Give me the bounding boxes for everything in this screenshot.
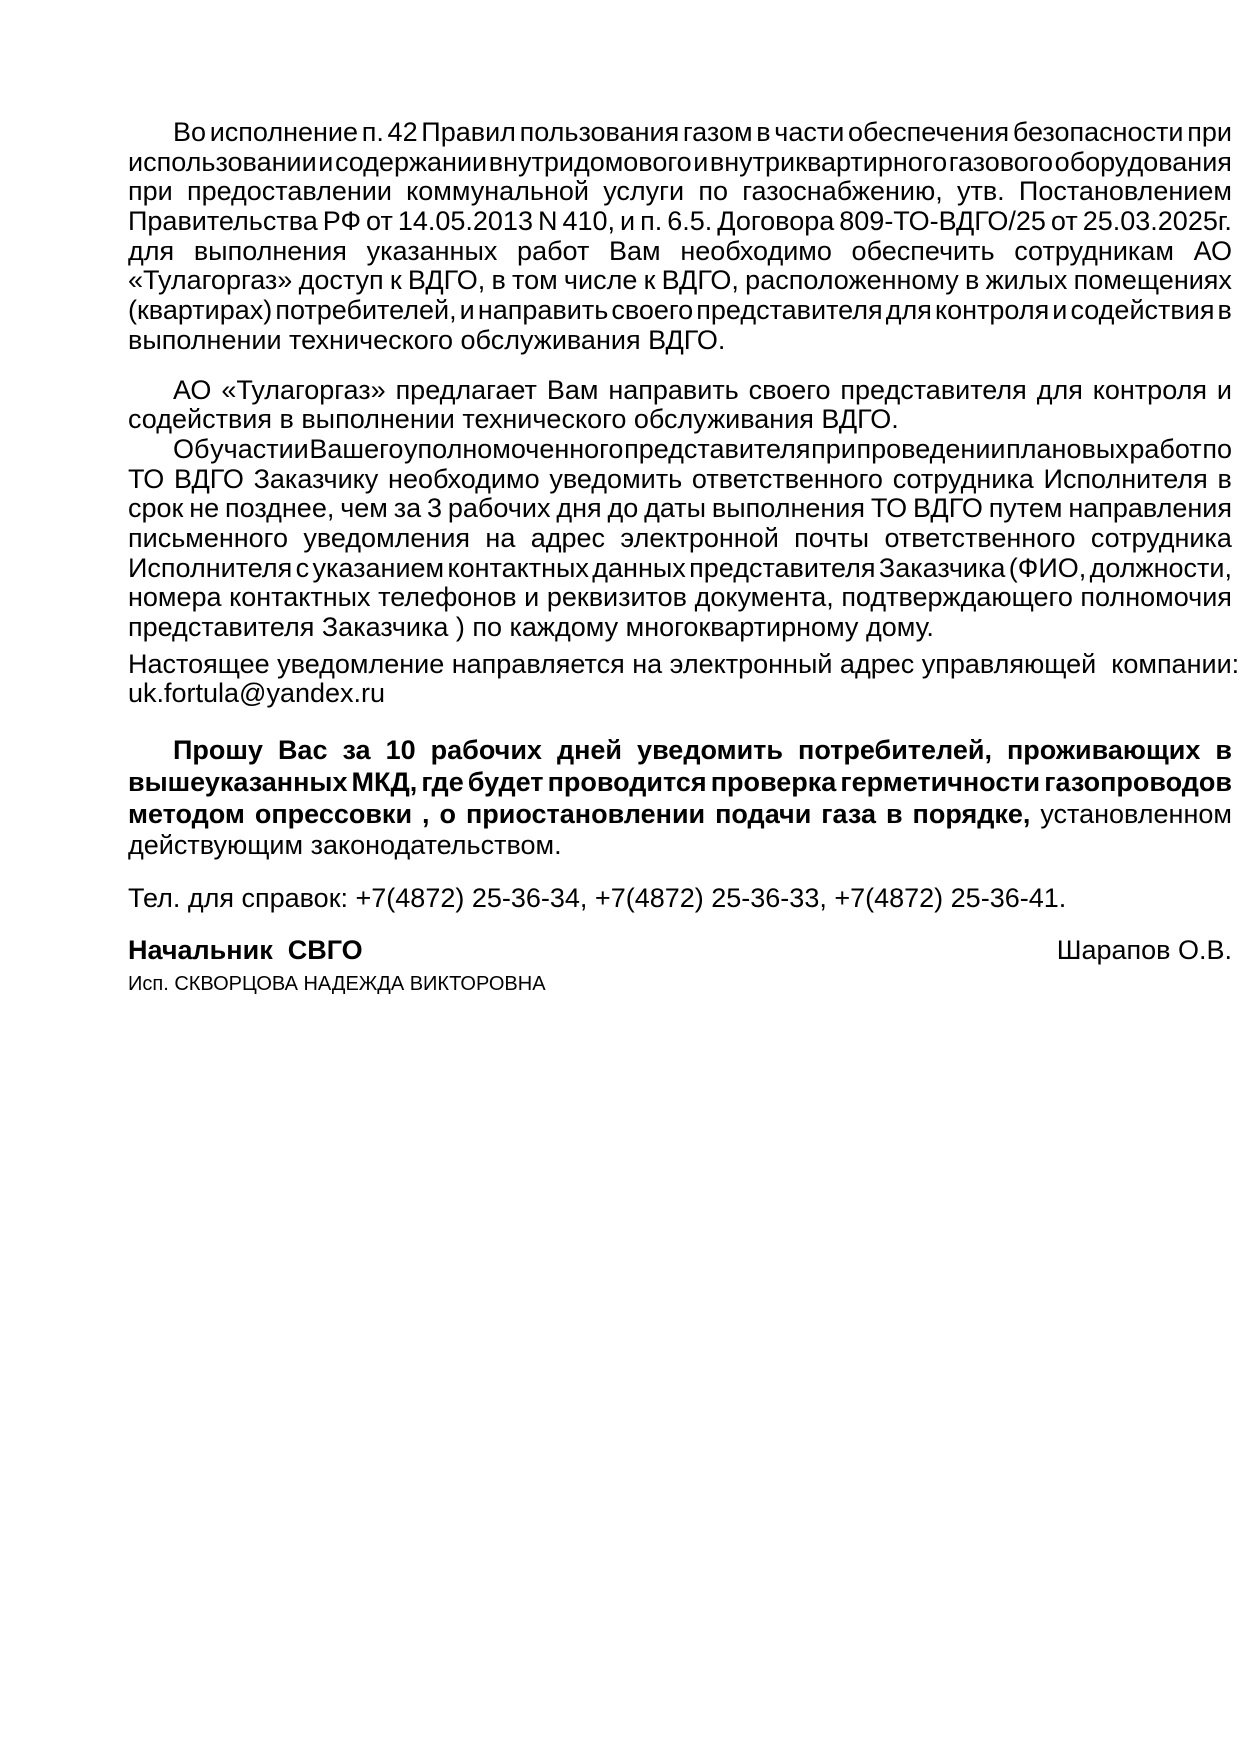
text-line (128, 148, 1232, 178)
text-run: представителя (696, 295, 883, 326)
text-run: жилых (985, 265, 1068, 296)
text-run: от (1050, 206, 1078, 237)
text-run: контактных (447, 552, 589, 583)
text-run: предлагает (395, 374, 537, 405)
text-run: должности, (1089, 552, 1232, 583)
text-run: по (698, 176, 728, 207)
text-run: и (459, 295, 475, 326)
para-legal-basis (128, 118, 1232, 356)
text-run: документа, (694, 582, 834, 613)
text-run: 3 (426, 493, 443, 524)
text-line (128, 465, 1232, 495)
text-run: п. (361, 117, 384, 147)
text-run: выполнения (711, 493, 866, 524)
text-run: при (811, 433, 856, 464)
text-run: Тел. для справок: +7(4872) 25-36-34, +7(4872) 25-36-33, +7(4872) 25-36-41. (128, 883, 1067, 914)
signature-title: Начальник СВГО (128, 934, 363, 965)
text-run: от (366, 206, 393, 237)
text-run: реквизитов (546, 582, 687, 613)
text-run: Настоящее уведомление направляется на электронный адрес управляющей компании: (128, 648, 1240, 679)
text-run: АО (173, 374, 212, 405)
text-run: данных (592, 552, 686, 583)
text-run: Об (173, 433, 210, 464)
text-run: почты (794, 522, 870, 553)
text-run: работ (517, 235, 590, 266)
text-run: вышеуказанных (128, 766, 348, 797)
text-run: использовании (128, 146, 317, 177)
text-run: герметичности (840, 766, 1041, 797)
text-run: внутриквартирного (709, 146, 948, 177)
text-run: для (885, 295, 932, 326)
text-run: потребителей, (798, 735, 992, 766)
text-run: работ (1129, 433, 1202, 464)
text-run: при (1187, 117, 1232, 147)
text-line (128, 767, 1232, 799)
text-run: , (422, 798, 430, 829)
text-line (128, 266, 1232, 296)
signature-name: Шарапов О.В. (1056, 934, 1232, 965)
text-run: номера (128, 582, 222, 613)
text-run: числе (563, 265, 638, 296)
text-line (128, 118, 1232, 148)
text-line (128, 613, 1232, 643)
text-run: представителя Заказчика ) по каждому многоквартирному дому. (128, 612, 934, 642)
text-run: на (485, 522, 516, 553)
text-run: плановых (1006, 433, 1129, 464)
text-run: Вам (609, 235, 661, 266)
text-run: направления (1068, 493, 1232, 524)
para-notification-procedure (128, 435, 1232, 643)
text-run: будет (467, 766, 544, 797)
executor-line: Исп. СКВОРЦОВА НАДЕЖДА ВИКТОРОВНА (128, 972, 546, 995)
text-run: контроля (934, 295, 1050, 326)
text-line (128, 207, 1232, 237)
text-run: срок (128, 493, 184, 524)
text-run: РФ (322, 206, 362, 237)
text-run: установленном (1040, 798, 1232, 829)
text-run: методом (128, 798, 245, 829)
text-run: контроля (1092, 374, 1207, 405)
para-offer (128, 376, 1232, 435)
text-run: Договора (717, 206, 835, 237)
text-run: участии (210, 433, 309, 464)
text-run: необходимо (680, 235, 832, 266)
text-run: указанных (366, 235, 498, 266)
text-run: своего (611, 295, 694, 326)
paragraphs-container (128, 117, 1240, 914)
text-line (128, 830, 1232, 862)
text-run: к (389, 265, 402, 296)
text-line (128, 376, 1232, 406)
text-line (128, 648, 1240, 680)
text-run: даты (644, 493, 707, 524)
text-run: опрессовки (254, 798, 413, 829)
text-run: не (189, 493, 220, 524)
text-run: проживающих (1006, 735, 1201, 766)
text-run: 14.05.2013 (397, 206, 533, 237)
text-run: выполнения (193, 235, 347, 266)
text-run: содержании (334, 146, 488, 177)
text-line (128, 524, 1232, 554)
text-run: и (1052, 295, 1068, 326)
text-run: необходимо (388, 463, 540, 494)
text-run: проведении (856, 433, 1006, 464)
text-run: потребителей, (275, 295, 457, 326)
text-run: подтверждающего (841, 582, 1073, 613)
text-run: телефонов (378, 582, 517, 613)
text-run: п. (640, 206, 663, 237)
text-run: сотрудникам (1014, 235, 1174, 266)
text-run: Правительства (128, 206, 318, 237)
text-run: части (774, 117, 845, 147)
text-run: газового (948, 146, 1054, 177)
text-run: ВДГО (174, 463, 244, 494)
text-run: в (1215, 735, 1232, 766)
text-run: Правил (421, 117, 516, 147)
text-line (128, 554, 1232, 584)
text-run: безопасности (1012, 117, 1184, 147)
text-run: проводится (547, 766, 707, 797)
text-run: МКД, (351, 766, 418, 797)
text-run: представителя (840, 374, 1027, 405)
text-run: путем (988, 493, 1063, 524)
text-run: 42 (387, 117, 418, 147)
text-run: направить (477, 295, 609, 326)
text-line (128, 326, 1232, 356)
text-run: пользования (519, 117, 680, 147)
text-line (128, 799, 1232, 831)
document-body (128, 117, 1240, 997)
text-run: внутридомового (488, 146, 692, 177)
text-run: Заказчику (253, 463, 379, 494)
text-run: подачи (715, 798, 812, 829)
text-run: газоснабжению, (742, 176, 943, 207)
text-run: помещениях (1073, 265, 1232, 296)
text-run: своего (748, 374, 831, 405)
text-run: порядке, (912, 798, 1031, 829)
text-run: утв. (956, 176, 1005, 207)
text-run: для (128, 235, 175, 266)
text-run: Исполнителя (128, 552, 293, 583)
text-run: том (512, 265, 558, 296)
text-run: уведомить (549, 463, 683, 494)
text-run: чем (340, 493, 388, 524)
text-run: Вам (546, 374, 599, 405)
text-run: где (421, 766, 464, 797)
para-request-bold (128, 735, 1232, 862)
text-run: контактных (229, 582, 371, 613)
text-run: Вашего (309, 433, 404, 464)
text-run: «Тулагоргаз» (221, 374, 386, 405)
text-run: Во (173, 117, 207, 147)
text-line (128, 435, 1232, 465)
text-run: письменного (128, 522, 288, 553)
text-line (128, 177, 1232, 207)
text-run: ВДГО, (661, 265, 739, 296)
text-run: представителя (689, 552, 876, 583)
text-run: (квартирах) (128, 295, 273, 326)
text-run: дней (556, 735, 623, 766)
text-run: в (1217, 463, 1232, 494)
text-line (128, 884, 1232, 914)
text-run: ТО (870, 493, 908, 524)
text-run: исполнение (209, 117, 359, 147)
text-run: в (885, 798, 903, 829)
text-run: в (965, 265, 980, 296)
text-run: и (524, 582, 540, 613)
text-run: в (756, 117, 771, 147)
text-run: АО (1193, 235, 1232, 266)
text-run: N (537, 206, 558, 237)
text-run: приостановлении (465, 798, 706, 829)
text-run: для (1036, 374, 1083, 405)
text-run: газа (821, 798, 876, 829)
text-run: рабочих (447, 493, 551, 524)
text-run: Прошу (173, 735, 263, 766)
text-run: полномочия (1080, 582, 1232, 613)
text-run: за (342, 735, 371, 766)
text-run: содействия в выполнении технического обслуживания ВДГО. (128, 404, 899, 435)
text-run: направить (608, 374, 739, 405)
text-run: и (620, 206, 636, 237)
text-run: ответственного (691, 463, 883, 494)
text-run: uk.fortula@yandex.ru (128, 678, 386, 709)
text-run: 6.5. (667, 206, 713, 237)
text-run: Исполнителя (1043, 463, 1208, 494)
text-run: газопроводов (1044, 766, 1232, 797)
text-run: доступ (298, 265, 384, 296)
text-run: с (295, 552, 310, 583)
text-run: 809-ТО-ВДГО/25 (839, 206, 1046, 237)
text-line (128, 583, 1232, 613)
text-line (128, 237, 1232, 267)
text-run: представителя (624, 433, 811, 464)
text-run: и (1216, 374, 1232, 405)
text-run: предоставлении (186, 176, 392, 207)
text-run: и (318, 146, 334, 177)
text-line (128, 679, 1232, 709)
text-run: ТО (128, 463, 165, 494)
para-phones (128, 884, 1232, 914)
text-line (128, 296, 1232, 326)
text-run: по (1202, 433, 1232, 464)
text-run: коммунальной (406, 176, 589, 207)
text-line (128, 405, 1232, 435)
text-run: при (128, 176, 173, 207)
text-run: уведомить (637, 735, 783, 766)
text-line (128, 735, 1232, 767)
text-run: 410, (562, 206, 616, 237)
text-run: ВДГО, (407, 265, 486, 296)
text-run: 25.03.2025г. (1082, 206, 1232, 237)
text-run: позднее, (225, 493, 335, 524)
text-run: расположенному (745, 265, 959, 296)
text-run: сотрудника (892, 463, 1034, 494)
text-run: к (643, 265, 656, 296)
text-run: указанием (312, 552, 445, 583)
text-run: (ФИО, (1008, 552, 1087, 583)
text-run: Вас (277, 735, 328, 766)
text-run: обеспечить (851, 235, 995, 266)
text-run: и (693, 146, 709, 177)
text-run: ответственного (884, 522, 1076, 553)
text-run: в (491, 265, 506, 296)
text-run: дня (556, 493, 602, 524)
text-run: проверка (710, 766, 837, 797)
text-run: оборудования (1054, 146, 1232, 177)
signature-row (128, 935, 1232, 965)
text-run: адрес (530, 522, 606, 553)
text-run: о (439, 798, 457, 829)
text-run: ВДГО (913, 493, 983, 524)
text-run: услуги (603, 176, 685, 207)
text-run: электронной (620, 522, 779, 553)
text-run: «Тулагоргаз» (128, 265, 293, 296)
text-run: действующим законодательством. (128, 830, 562, 861)
text-run: 10 (385, 735, 416, 766)
text-run: в (1217, 295, 1232, 326)
text-run: за (393, 493, 422, 524)
text-run: обеспечения (847, 117, 1010, 147)
para-email-notice (128, 648, 1240, 709)
text-run: выполнении технического обслуживания ВДГО. (128, 324, 726, 355)
text-run: до (607, 493, 639, 524)
text-run: уполномоченного (404, 433, 624, 464)
text-run: содействия (1070, 295, 1215, 326)
text-run: Постановлением (1018, 176, 1232, 207)
text-run: рабочих (430, 735, 542, 766)
text-run: газом (682, 117, 753, 147)
text-run: уведомления (303, 522, 471, 553)
text-run: Заказчика (878, 552, 1006, 583)
text-line (128, 494, 1232, 524)
text-run: сотрудника (1090, 522, 1232, 553)
